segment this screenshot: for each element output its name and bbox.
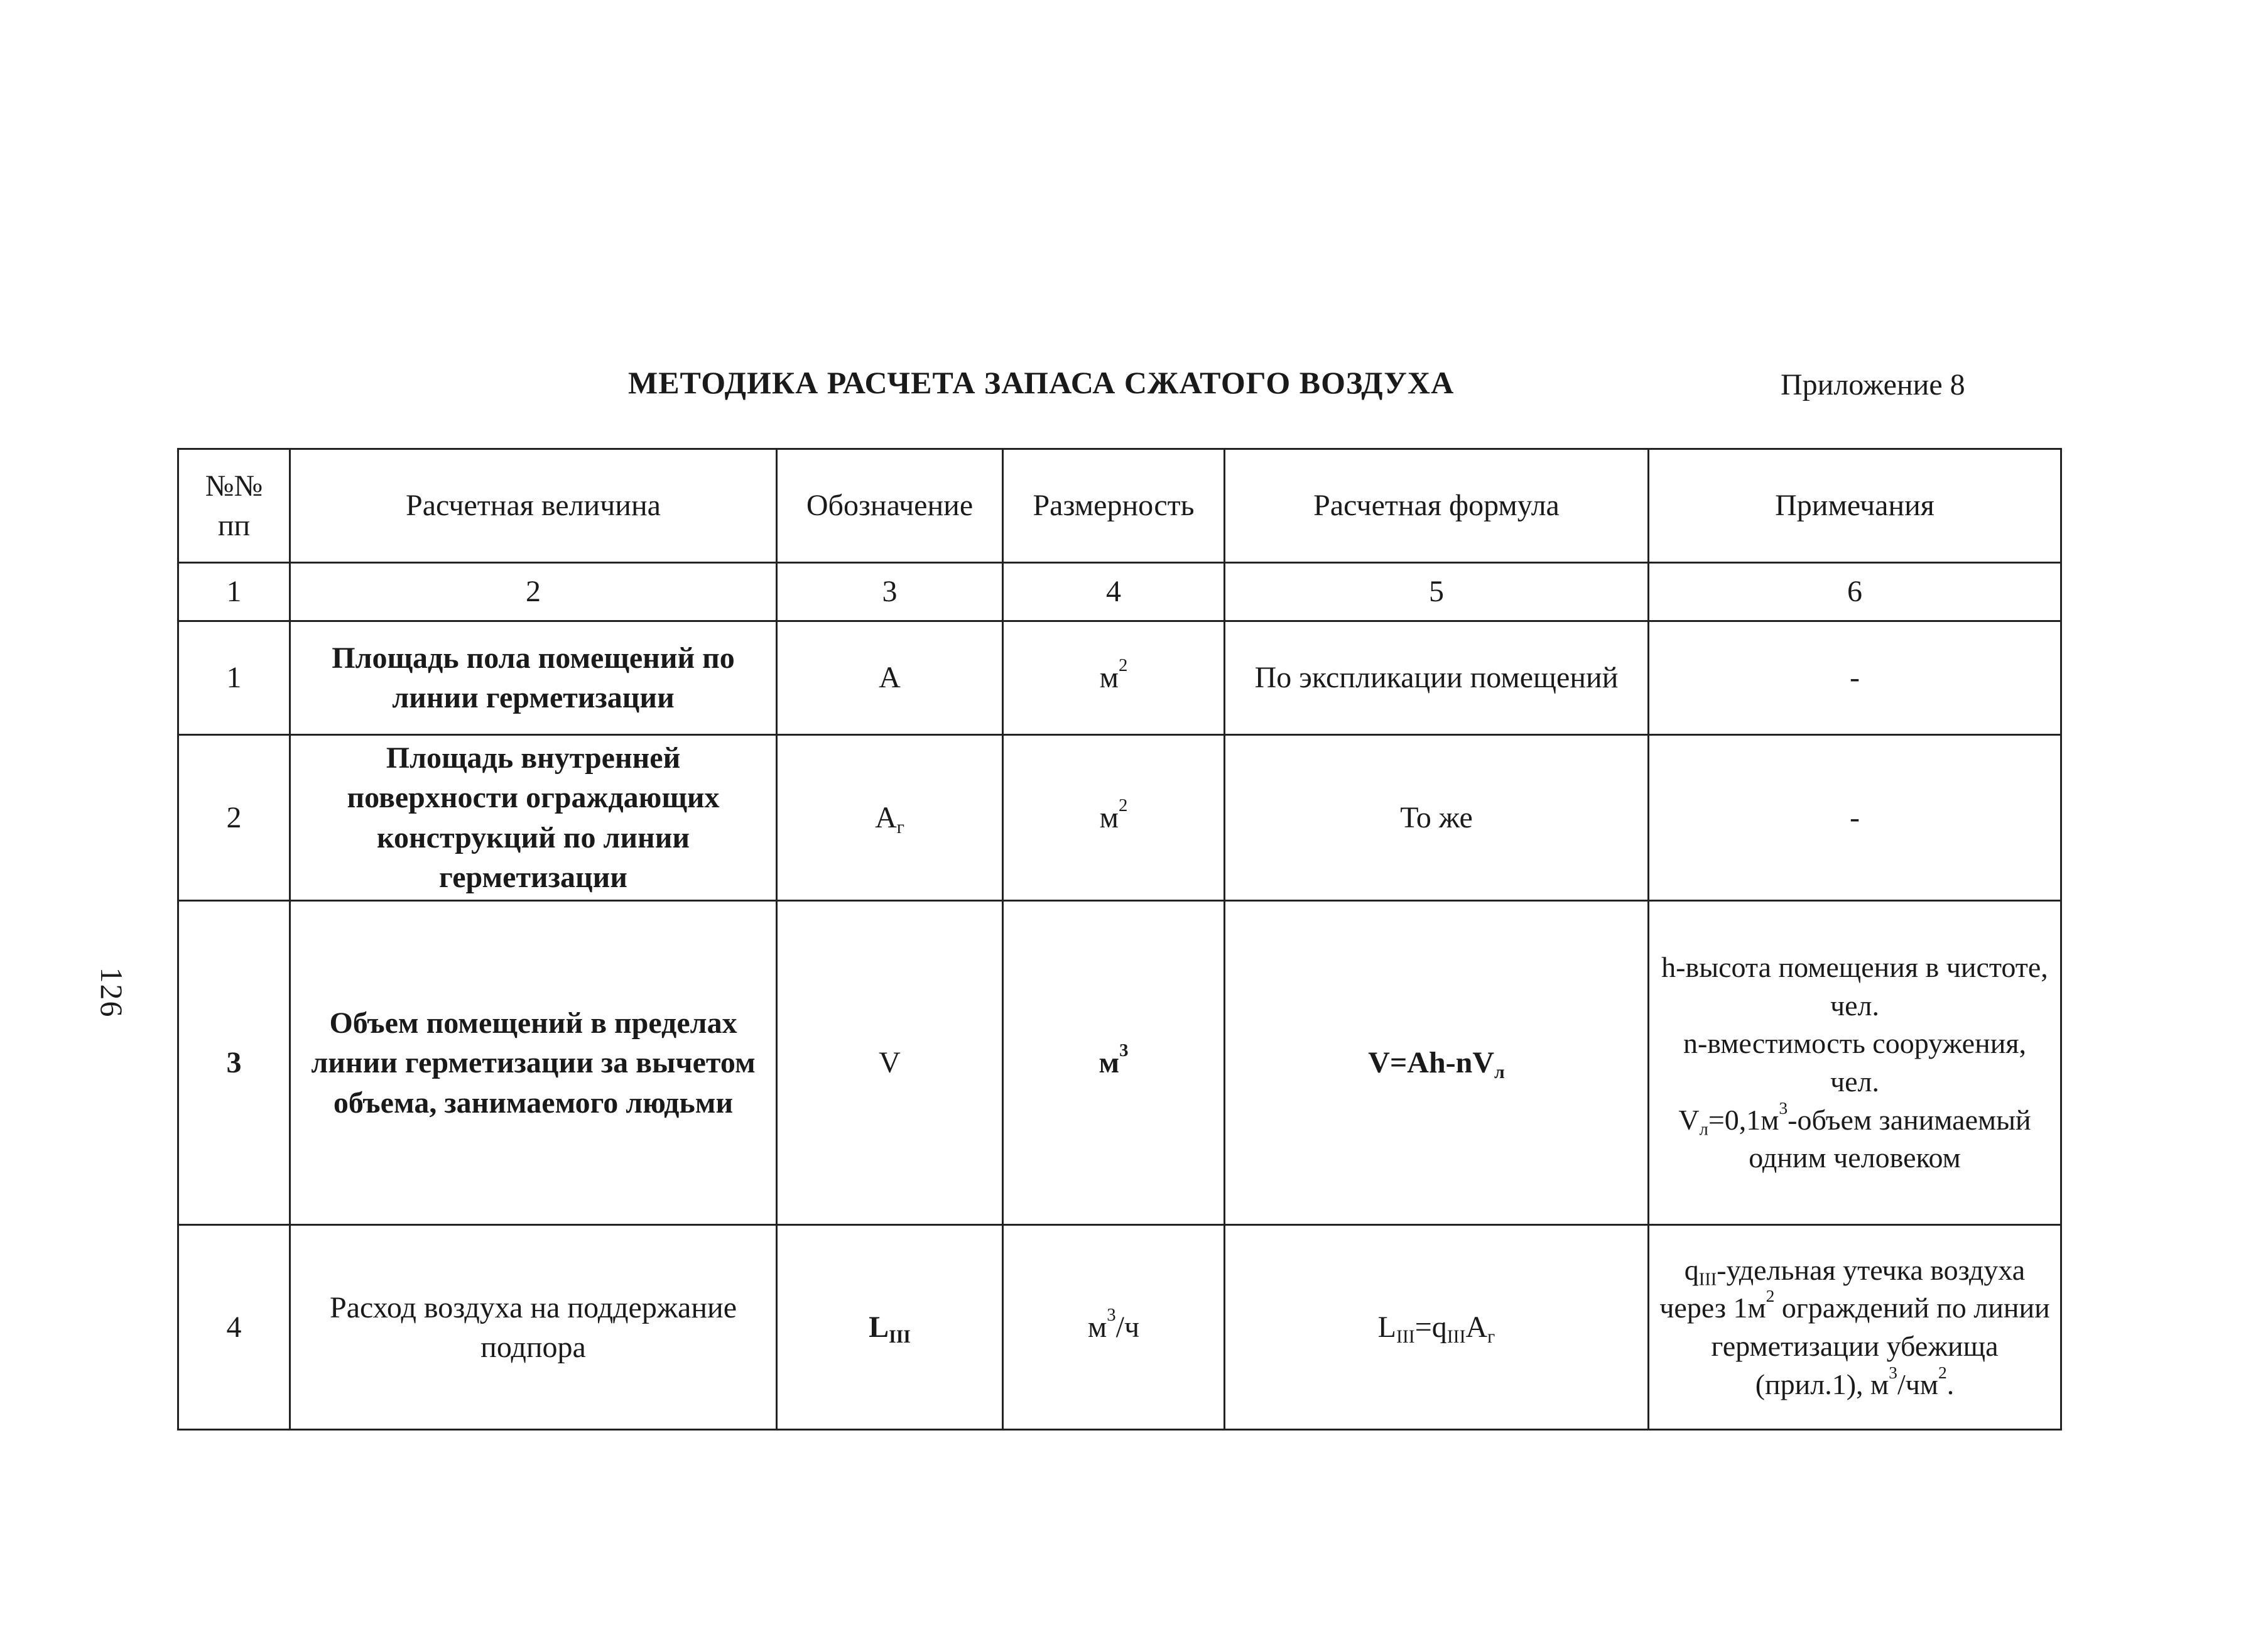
header-quantity: Расчетная величина <box>290 449 777 563</box>
row-symbol: А <box>777 621 1003 735</box>
row-quantity: Расход воздуха на поддержание подпора <box>290 1225 777 1430</box>
header-symbol: Обозначение <box>777 449 1003 563</box>
page-title: МЕТОДИКА РАСЧЕТА ЗАПАСА СЖАТОГО ВОЗДУХА <box>628 365 1455 400</box>
page-number: 126 <box>94 967 129 1018</box>
note-line: n-вместимость сооружения, чел. <box>1683 1027 2026 1098</box>
calculation-table <box>177 448 2062 1431</box>
row-number: 1 <box>178 621 290 735</box>
row-quantity: Объем помещений в пределах линии герметизации за вычетом объема, занимаемого людьми <box>290 901 777 1225</box>
column-number: 6 <box>1649 563 2061 621</box>
row-notes: $q_{III}$-удельная утечка воздуха через $1м^2$ ограждений по линии герметизации убежища (прил.1), $м^3/чм^2$. <box>1649 1225 2061 1430</box>
row-unit: $м^3/ч$ <box>1003 1225 1225 1430</box>
column-number-row <box>178 563 2061 621</box>
row-unit: $м^3$ <box>1003 901 1225 1225</box>
header-unit: Размерность <box>1003 449 1225 563</box>
row-formula: По экспликации помещений <box>1225 621 1649 735</box>
row-formula: То же <box>1225 735 1649 901</box>
header-formula: Расчетная формула <box>1225 449 1649 563</box>
table-row <box>178 901 2061 1225</box>
note-line: $V_л=0,1м^3$-объем занимаемый одним человеком <box>1678 1098 2031 1174</box>
row-quantity: Площадь пола помещений по линии герметизации <box>290 621 777 735</box>
row-number: 2 <box>178 735 290 901</box>
row-formula: $V=Ah-nV_л$ <box>1225 901 1649 1225</box>
row-symbol: $А_г$ <box>777 735 1003 901</box>
table-row <box>178 1225 2061 1430</box>
table-row <box>178 735 2061 901</box>
table-header-row <box>178 449 2061 563</box>
row-number: 4 <box>178 1225 290 1430</box>
row-symbol: $L_{III}$ <box>777 1225 1003 1430</box>
row-number: 3 <box>178 901 290 1225</box>
header-notes: Примечания <box>1649 449 2061 563</box>
appendix-label: Приложение 8 <box>1781 368 1965 401</box>
column-number: 3 <box>777 563 1003 621</box>
column-number: 2 <box>290 563 777 621</box>
row-notes <box>1649 901 2061 1225</box>
row-unit: $м^2$ <box>1003 621 1225 735</box>
row-notes: - <box>1649 735 2061 901</box>
column-number: 4 <box>1003 563 1225 621</box>
row-formula: $L_{III}=q_{III}A_г$ <box>1225 1225 1649 1430</box>
note-line: h-высота помещения в чистоте, чел. <box>1661 951 2048 1022</box>
row-unit: $м^2$ <box>1003 735 1225 901</box>
column-number: 5 <box>1225 563 1649 621</box>
row-symbol: V <box>777 901 1003 1225</box>
row-quantity: Площадь внутренней поверхности ограждающих конструкций по линии герметизации <box>290 735 777 901</box>
table-row <box>178 621 2061 735</box>
row-notes: - <box>1649 621 2061 735</box>
header-num: №№ пп <box>178 449 290 563</box>
column-number: 1 <box>178 563 290 621</box>
